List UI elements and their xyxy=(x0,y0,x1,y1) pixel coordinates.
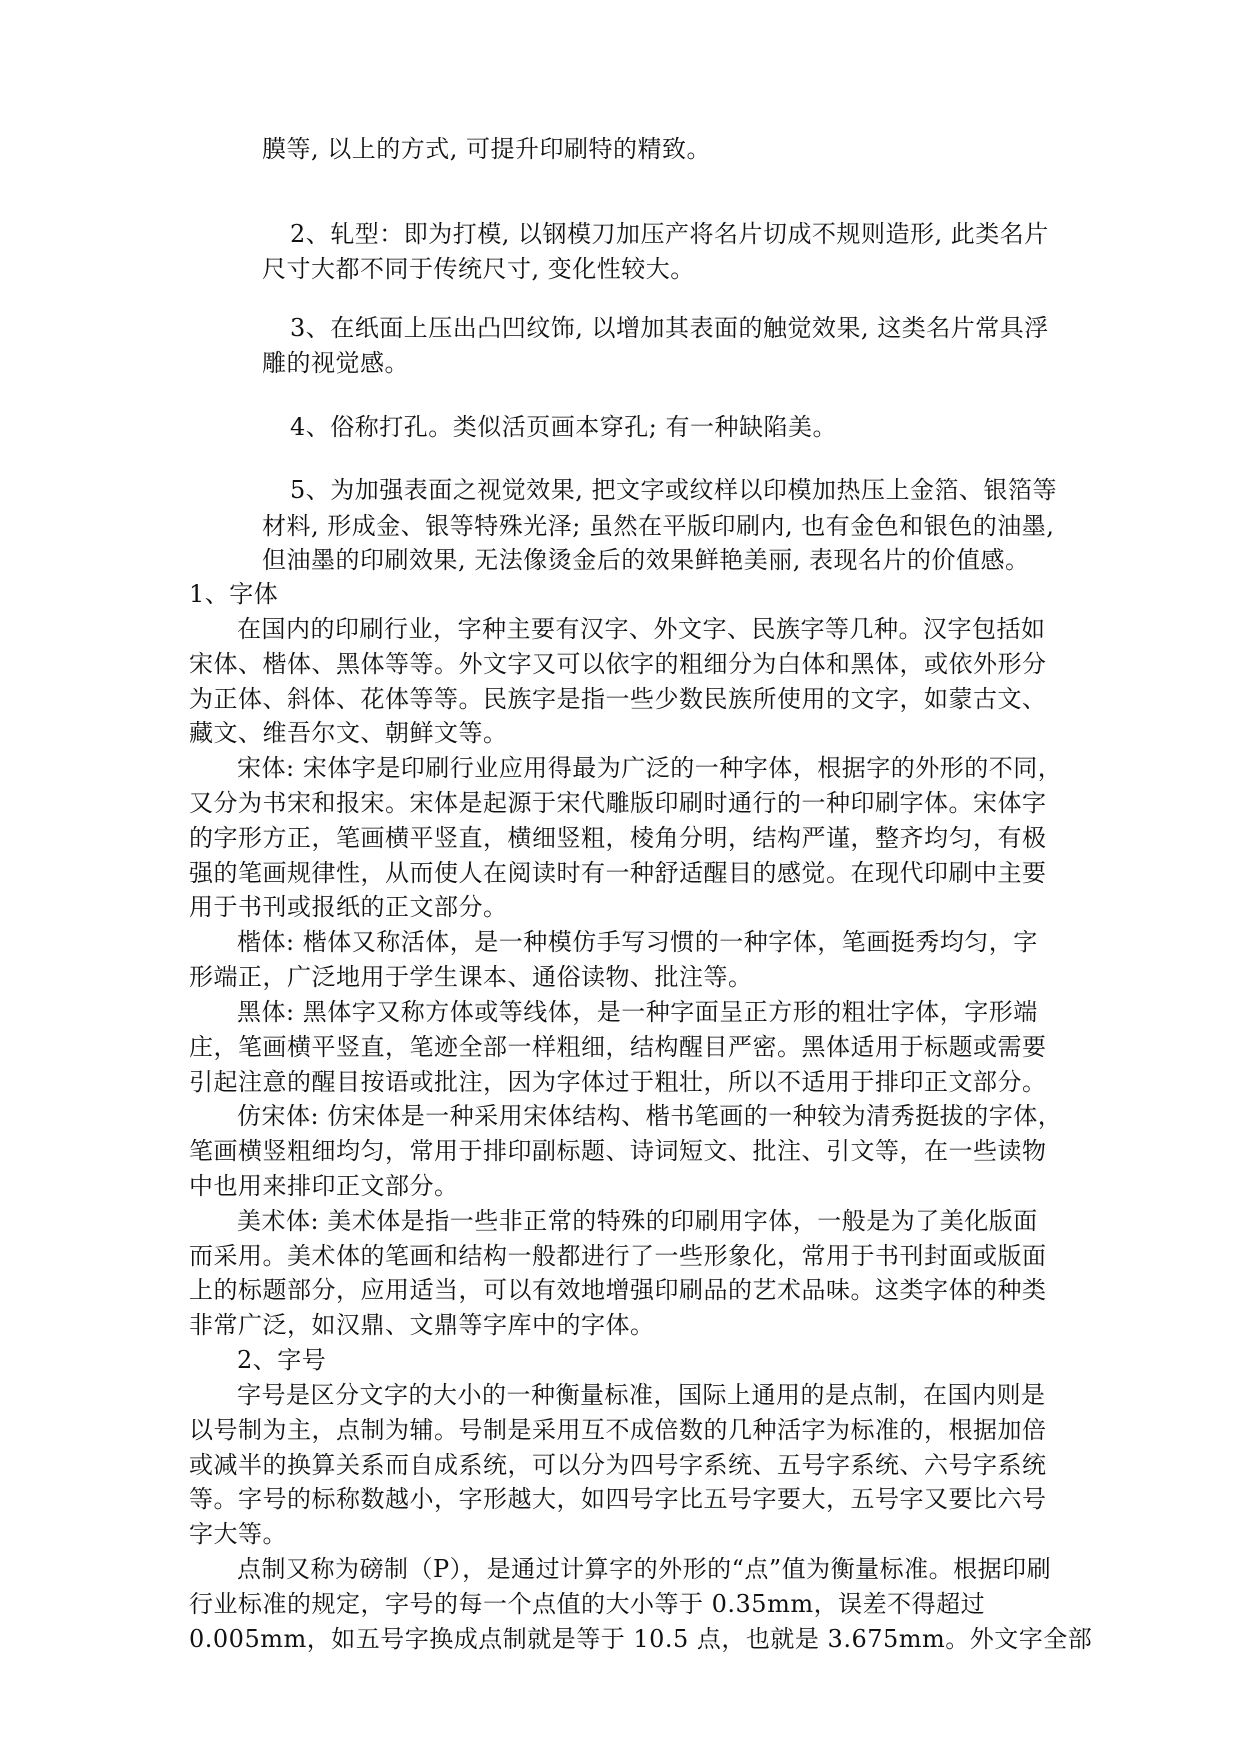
paragraph-line: 宋体: 宋体字是印刷行业应用得最为广泛的一种字体，根据字的外形的不同， xyxy=(237,754,1063,782)
paragraph-line: 点制又称为磅制（P），是通过计算字的外形的“点”值为衡量标准。根据印刷 xyxy=(237,1555,1052,1583)
paragraph-line: 尺寸大都不同于传统尺寸, 变化性较大。 xyxy=(262,255,695,283)
paragraph-line: 或减半的换算关系而自成系统，可以分为四号字系统、五号字系统、六号字系统 xyxy=(189,1451,1047,1479)
paragraph-line: 庄，笔画横平竖直，笔迹全部一样粗细，结构醒目严密。黑体适用于标题或需要 xyxy=(189,1033,1047,1061)
paragraph-line: 膜等, 以上的方式, 可提升印刷特的精致。 xyxy=(262,135,712,163)
paragraph-line: 而采用。美术体的笔画和结构一般都进行了一些形象化，常用于书刊封面或版面 xyxy=(189,1242,1047,1270)
paragraph-line: 等。字号的标称数越小，字形越大，如四号字比五号字要大，五号字又要比六号 xyxy=(189,1485,1047,1513)
section-heading: 1、字体 xyxy=(189,580,279,608)
paragraph-line: 雕的视觉感。 xyxy=(262,349,409,377)
paragraph-line: 宋体、楷体、黑体等等。外文字又可以依字的粗细分为白体和黑体，或依外形分 xyxy=(189,650,1047,678)
paragraph-line: 材料, 形成金、银等特殊光泽; 虽然在平版印刷内, 也有金色和银色的油墨, xyxy=(262,512,1055,540)
paragraph-line: 字号是区分文字的大小的一种衡量标准，国际上通用的是点制，在国内则是 xyxy=(237,1381,1046,1409)
paragraph-line: 字大等。 xyxy=(189,1520,287,1548)
paragraph-line: 藏文、维吾尔文、朝鲜文等。 xyxy=(189,719,508,747)
paragraph-line: 的字形方正，笔画横平竖直，横细竖粗，棱角分明，结构严谨，整齐均匀，有极 xyxy=(189,824,1047,852)
paragraph-line: 5、为加强表面之视觉效果, 把文字或纹样以印模加热压上金箔、银箔等 xyxy=(290,476,1058,504)
paragraph-line: 形端正，广泛地用于学生课本、通俗读物、批注等。 xyxy=(189,963,753,991)
paragraph-line: 笔画横竖粗细均匀，常用于排印副标题、诗词短文、批注、引文等，在一些读物 xyxy=(189,1137,1047,1165)
paragraph-line: 行业标准的规定，字号的每一个点值的大小等于 0.35mm，误差不得超过 xyxy=(189,1590,986,1618)
paragraph-line: 黑体: 黑体字又称方体或等线体，是一种字面呈正方形的粗壮字体，字形端 xyxy=(237,998,1038,1026)
paragraph-line: 0.005mm，如五号字换成点制就是等于 10.5 点，也就是 3.675mm。外文字全部 xyxy=(189,1625,1093,1653)
paragraph-line: 仿宋体: 仿宋体是一种采用宋体结构、楷书笔画的一种较为清秀挺拔的字体， xyxy=(237,1102,1063,1130)
paragraph-line: 强的笔画规律性，从而使人在阅读时有一种舒适醒目的感觉。在现代印刷中主要 xyxy=(189,859,1047,887)
paragraph-line: 3、在纸面上压出凸凹纹饰, 以增加其表面的触觉效果, 这类名片常具浮 xyxy=(290,314,1049,342)
paragraph-line: 又分为书宋和报宋。宋体是起源于宋代雕版印刷时通行的一种印刷字体。宋体字 xyxy=(189,789,1047,817)
paragraph-line: 引起注意的醒目按语或批注，因为字体过于粗壮，所以不适用于排印正文部分。 xyxy=(189,1068,1047,1096)
paragraph-line: 楷体: 楷体又称活体，是一种模仿手写习惯的一种字体，笔画挺秀均匀，字 xyxy=(237,928,1038,956)
paragraph-line: 在国内的印刷行业，字种主要有汉字、外文字、民族字等几种。汉字包括如 xyxy=(237,615,1046,643)
paragraph-line: 用于书刊或报纸的正文部分。 xyxy=(189,893,508,921)
paragraph-line: 2、轧型：即为打模, 以钢模刀加压产将名片切成不规则造形, 此类名片 xyxy=(290,220,1049,248)
paragraph-line: 中也用来排印正文部分。 xyxy=(189,1172,459,1200)
paragraph-line: 为正体、斜体、花体等等。民族字是指一些少数民族所使用的文字，如蒙古文、 xyxy=(189,685,1047,713)
paragraph-line: 非常广泛，如汉鼎、文鼎等字库中的字体。 xyxy=(189,1311,655,1339)
paragraph-line: 4、俗称打孔。类似活页画本穿孔; 有一种缺陷美。 xyxy=(290,413,837,441)
section-heading: 2、字号 xyxy=(237,1346,327,1374)
paragraph-line: 但油墨的印刷效果, 无法像烫金后的效果鲜艳美丽, 表现名片的价值感。 xyxy=(262,546,1030,574)
paragraph-line: 美术体: 美术体是指一些非正常的特殊的印刷用字体，一般是为了美化版面 xyxy=(237,1207,1038,1235)
paragraph-line: 以号制为主，点制为辅。号制是采用互不成倍数的几种活字为标准的，根据加倍 xyxy=(189,1416,1047,1444)
paragraph-line: 上的标题部分，应用适当，可以有效地增强印刷品的艺术品味。这类字体的种类 xyxy=(189,1276,1047,1304)
